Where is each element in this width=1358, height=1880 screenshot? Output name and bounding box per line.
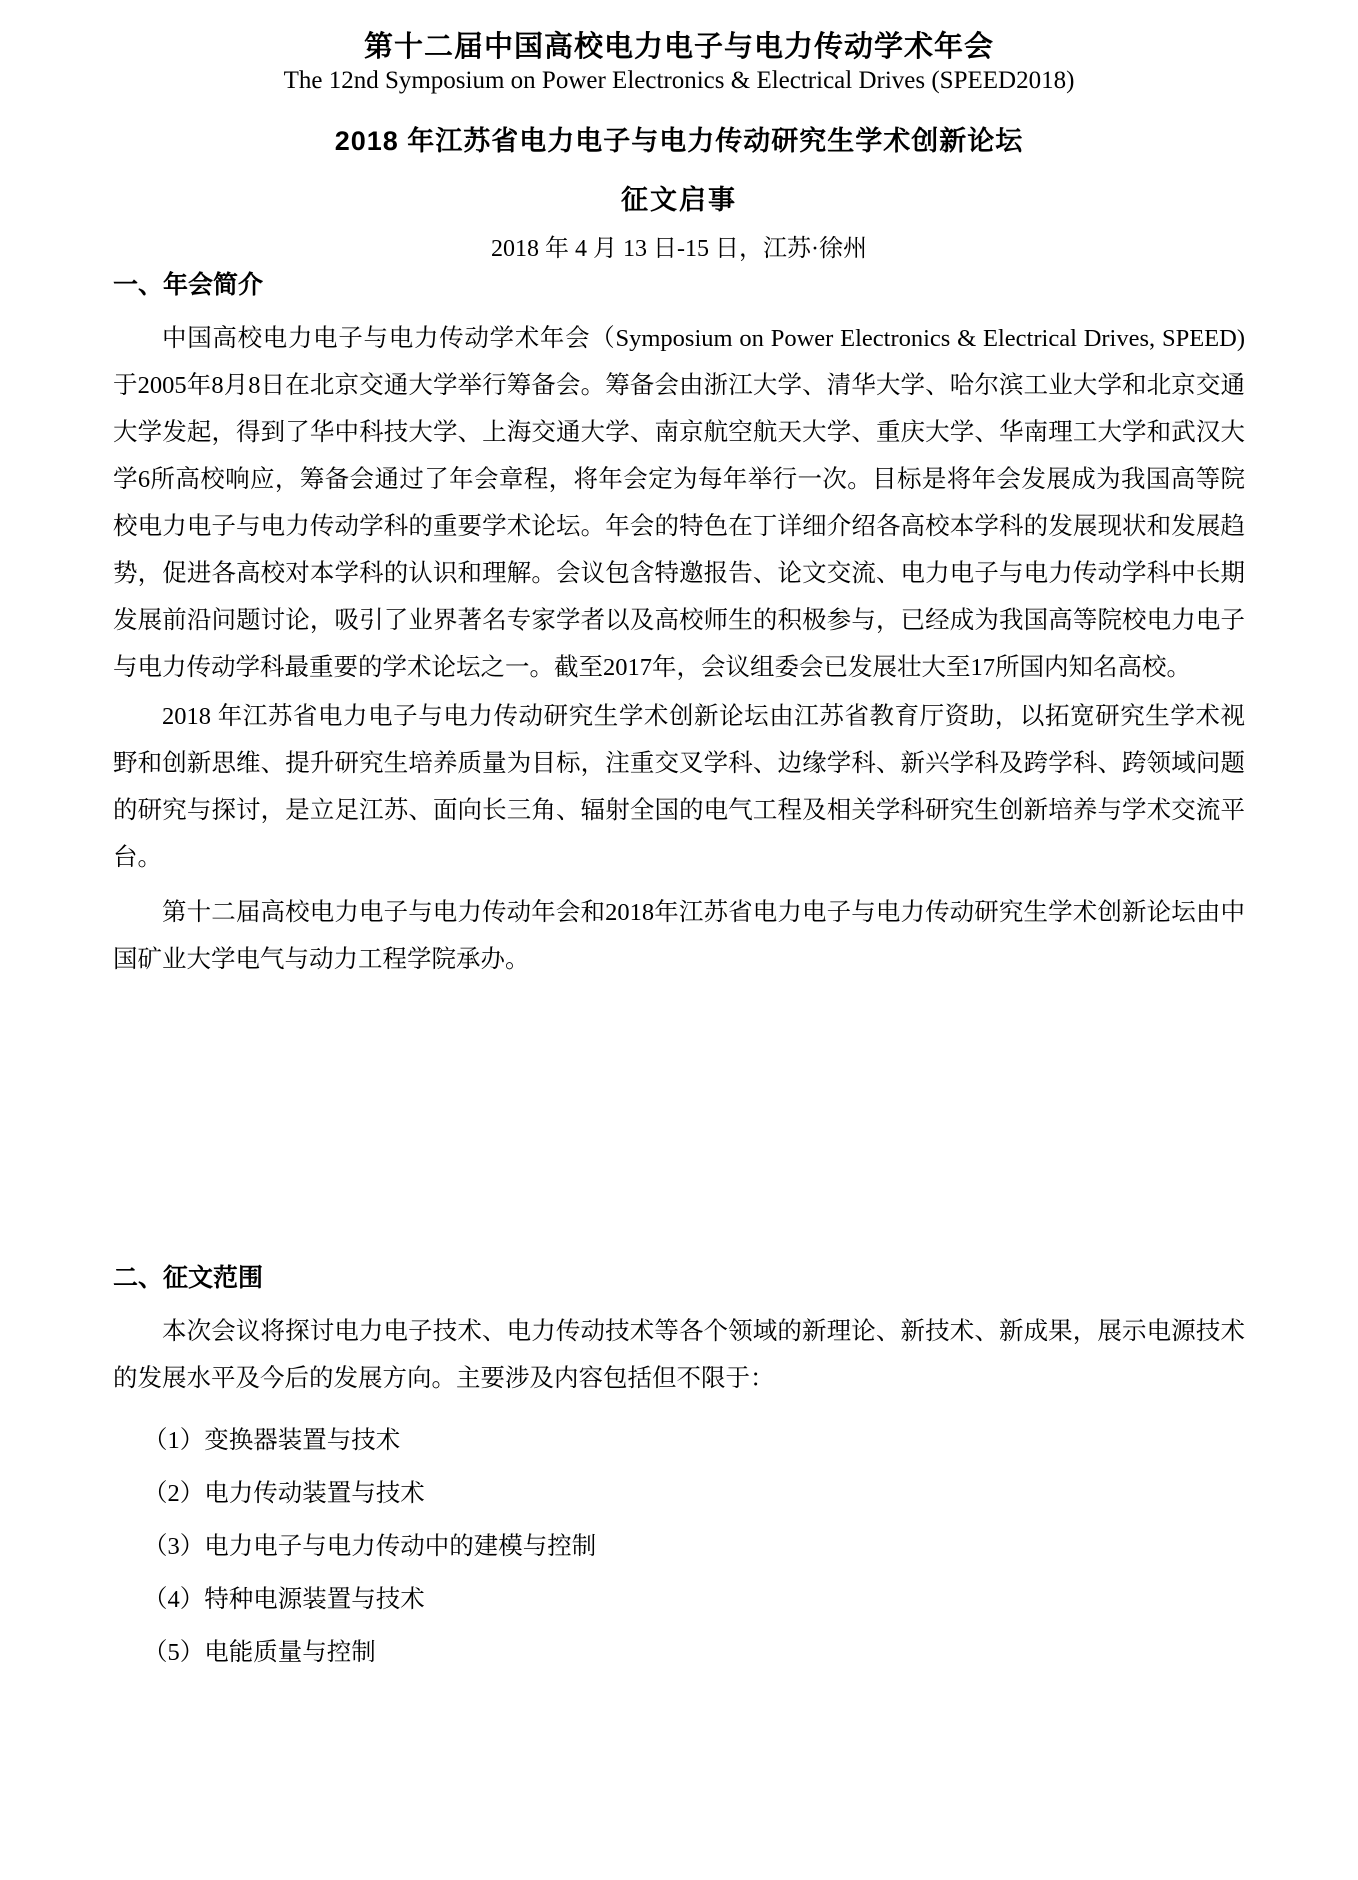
conference-title-english: The 12nd Symposium on Power Electronics & Electrical Drives (SPEED2018) — [283, 67, 1075, 94]
topic-item-2: （2）电力传动装置与技术 — [143, 1480, 425, 1507]
topic-item-4: （4）特种电源装置与技术 — [143, 1586, 425, 1613]
overview-paragraph-1: 中国高校电力电子与电力传动学术年会（Symposium on Power Electronics & Electrical Drives, SPEED) 于2005年8月8日在北京交通大学举行筹备会。筹备会由浙江大学、清华大学、哈尔滨工业大学和北京交通大学发起，得到了华中科技大学、上海交通大学、南京航空航天大学、重庆大学、华南理工大学和武汉大学6所高校响应，筹备会通过了年会章程，将年会定为每年举行一次。目标是将年会发展成为我国高等院校电力电子与电力传动学科的重要学术论坛。年会的特色在丁详细介绍各高校本学科的发展现状和发展趋势，促进各高校对本学科的认识和理解。会议包含特邀报告、论文交流、电力电子与电力传动学科中长期发展前沿问题讨论，吸引了业界著名专家学者以及高校师生的积极参与，已经成为我国高等院校电力电子与电力传动学科最重要的学术论坛之一。截至2017年，会议组委会已发展壮大至17所国内知名高校。 — [113, 325, 1245, 681]
scope-intro-paragraph: 本次会议将探讨电力电子技术、电力传动技术等各个领域的新理论、新技术、新成果，展示电源技术的发展水平及今后的发展方向。主要涉及内容包括但不限于： — [113, 1318, 1245, 1392]
date-location-line: 2018 年 4 月 13 日-15 日，江苏·徐州 — [491, 236, 867, 262]
topic-item-3: （3）电力电子与电力传动中的建模与控制 — [143, 1533, 597, 1560]
topic-list — [113, 1414, 1245, 1679]
forum-subtitle: 2018 年江苏省电力电子与电力传动研究生学术创新论坛 — [334, 126, 1024, 156]
conference-title-chinese: 第十二届中国高校电力电子与电力传动学术年会 — [363, 31, 994, 63]
overview-paragraph-2: 2018 年江苏省电力电子与电力传动研究生学术创新论坛由江苏省教育厅资助，以拓宽研究生学术视野和创新思维、提升研究生培养质量为目标，注重交叉学科、边缘学科、新兴学科及跨学科、跨领域问题的研究与探讨，是立足江苏、面向长三角、辐射全国的电气工程及相关学科研究生创新培养与学术交流平台。 — [113, 703, 1245, 871]
section-heading-overview: 一、年会简介 — [113, 271, 264, 299]
overview-paragraph-3: 第十二届高校电力电子与电力传动年会和2018年江苏省电力电子与电力传动研究生学术创新论坛由中国矿业大学电气与动力工程学院承办。 — [113, 899, 1245, 973]
call-for-papers-heading: 征文启事 — [621, 185, 737, 215]
topic-item-5: （5）电能质量与控制 — [143, 1639, 376, 1666]
section-heading-scope: 二、征文范围 — [113, 1264, 264, 1292]
topic-item-1: （1）变换器装置与技术 — [143, 1427, 401, 1454]
